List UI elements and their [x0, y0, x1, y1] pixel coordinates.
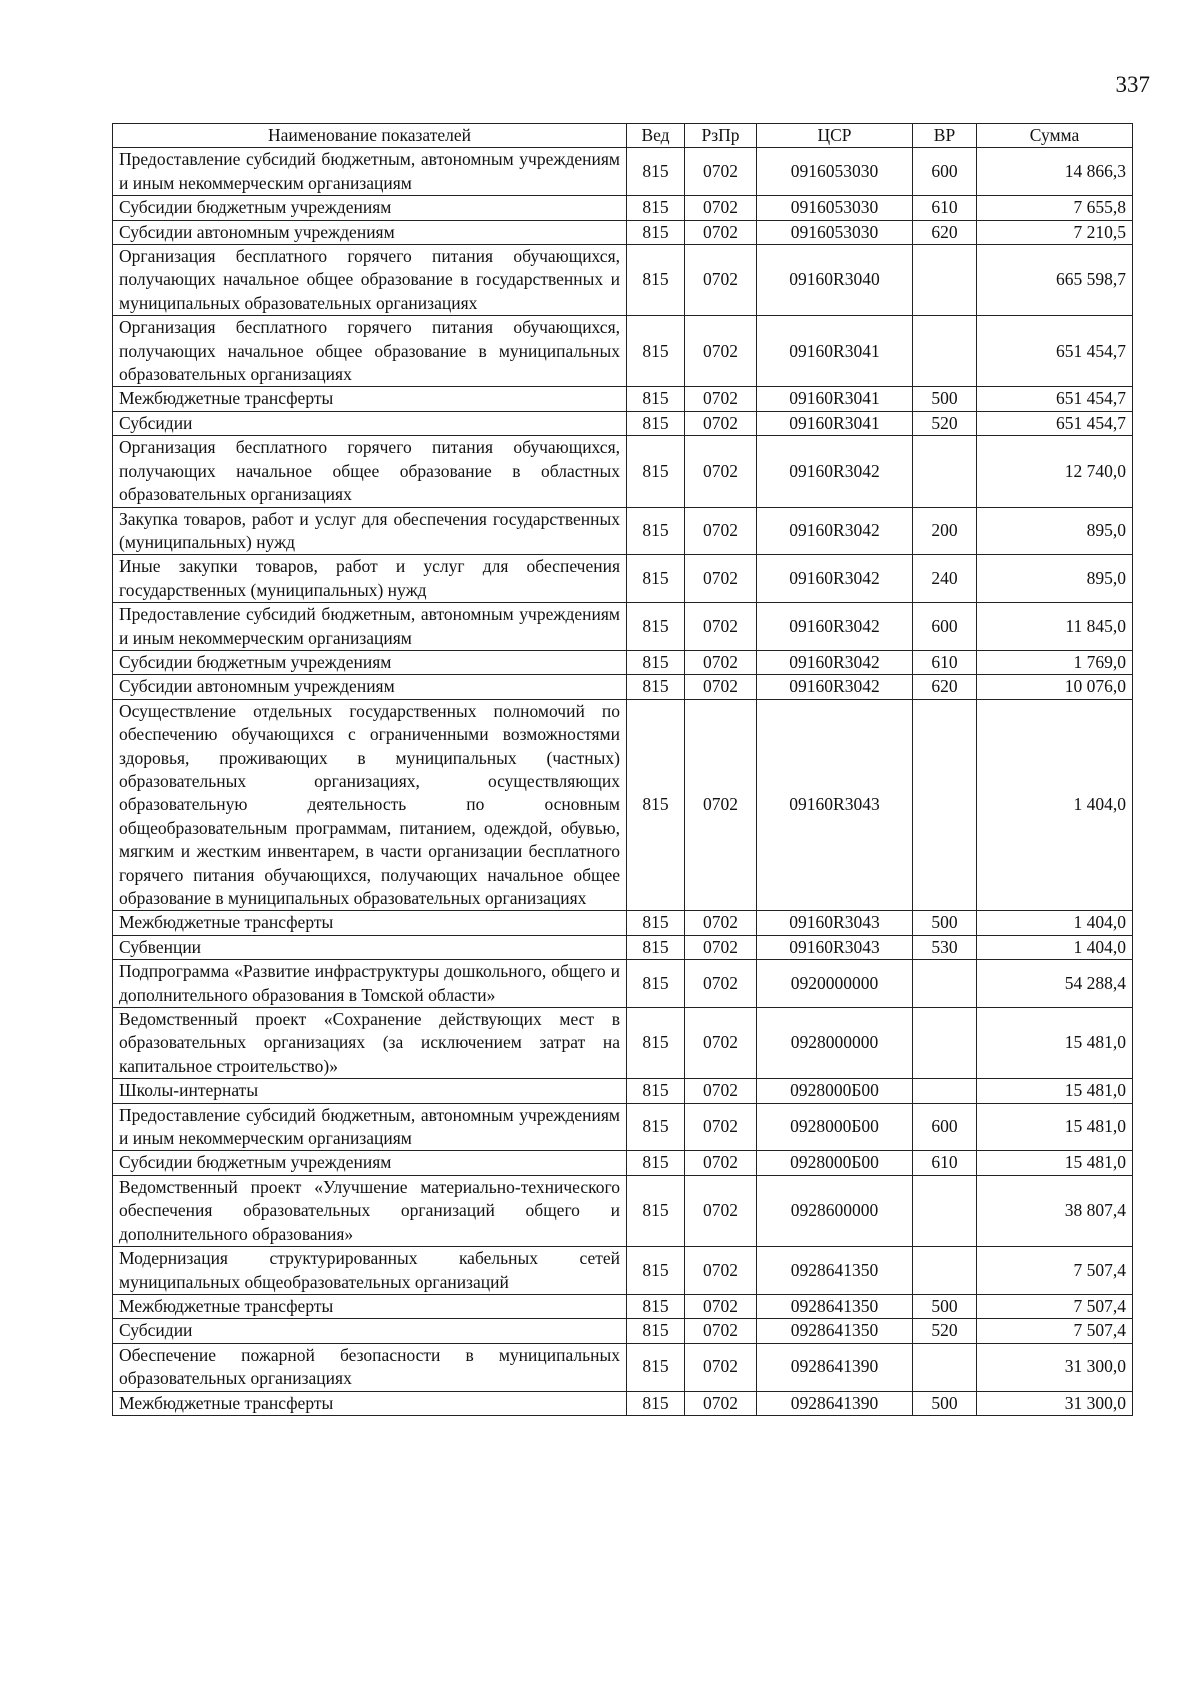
cell-rzpr: 0702	[685, 1319, 757, 1343]
table-row	[113, 1079, 1133, 1103]
cell-sum: 11 845,0	[977, 603, 1133, 651]
cell-csr: 0928000Б00	[757, 1151, 913, 1175]
cell-rzpr: 0702	[685, 436, 757, 507]
cell-rzpr: 0702	[685, 387, 757, 411]
cell-ved: 815	[627, 1079, 685, 1103]
cell-rzpr: 0702	[685, 507, 757, 555]
table-row	[113, 507, 1133, 555]
cell-rzpr: 0702	[685, 911, 757, 935]
cell-name: Субвенции	[113, 935, 627, 959]
cell-vr	[913, 436, 977, 507]
table-row	[113, 196, 1133, 220]
header-rzpr: РзПр	[685, 124, 757, 148]
cell-vr	[913, 960, 977, 1008]
cell-sum: 38 807,4	[977, 1175, 1133, 1246]
cell-csr: 09160R3040	[757, 245, 913, 316]
cell-vr	[913, 699, 977, 911]
table-header-row	[113, 124, 1133, 148]
cell-rzpr: 0702	[685, 196, 757, 220]
table-row	[113, 436, 1133, 507]
cell-sum: 1 769,0	[977, 650, 1133, 674]
cell-csr: 0928600000	[757, 1175, 913, 1246]
header-ved: Вед	[627, 124, 685, 148]
cell-csr: 09160R3043	[757, 699, 913, 911]
cell-csr: 09160R3042	[757, 675, 913, 699]
table-row	[113, 911, 1133, 935]
table-row	[113, 245, 1133, 316]
cell-csr: 0916053030	[757, 148, 913, 196]
cell-ved: 815	[627, 316, 685, 387]
cell-rzpr: 0702	[685, 1151, 757, 1175]
cell-vr: 600	[913, 603, 977, 651]
cell-rzpr: 0702	[685, 1103, 757, 1151]
budget-table	[112, 123, 1133, 1416]
cell-ved: 815	[627, 1319, 685, 1343]
cell-name: Иные закупки товаров, работ и услуг для обеспечения государственных (муниципальных) нужд	[113, 555, 627, 603]
cell-csr: 0928641350	[757, 1294, 913, 1318]
cell-vr: 500	[913, 1294, 977, 1318]
cell-sum: 665 598,7	[977, 245, 1133, 316]
cell-ved: 815	[627, 148, 685, 196]
cell-name: Ведомственный проект «Сохранение действующих мест в образовательных организациях (за исключением затрат на капитальное строительство)»	[113, 1008, 627, 1079]
header-sum: Сумма	[977, 124, 1133, 148]
cell-name: Организация бесплатного горячего питания обучающихся, получающих начальное общее образование в государственных и муниципальных образовательных организациях	[113, 245, 627, 316]
cell-sum: 15 481,0	[977, 1103, 1133, 1151]
table-row	[113, 1343, 1133, 1391]
cell-vr: 620	[913, 675, 977, 699]
cell-rzpr: 0702	[685, 960, 757, 1008]
cell-ved: 815	[627, 1294, 685, 1318]
cell-name: Предоставление субсидий бюджетным, автономным учреждениям и иным некоммерческим организациям	[113, 603, 627, 651]
cell-csr: 0916053030	[757, 220, 913, 244]
table-row	[113, 1175, 1133, 1246]
cell-vr: 530	[913, 935, 977, 959]
cell-name: Межбюджетные трансферты	[113, 1391, 627, 1415]
cell-vr	[913, 1343, 977, 1391]
cell-vr: 600	[913, 148, 977, 196]
cell-rzpr: 0702	[685, 1008, 757, 1079]
cell-ved: 815	[627, 555, 685, 603]
cell-sum: 895,0	[977, 507, 1133, 555]
table-row	[113, 1103, 1133, 1151]
cell-sum: 54 288,4	[977, 960, 1133, 1008]
cell-rzpr: 0702	[685, 1079, 757, 1103]
cell-rzpr: 0702	[685, 1294, 757, 1318]
cell-sum: 651 454,7	[977, 316, 1133, 387]
cell-vr: 520	[913, 1319, 977, 1343]
table-body	[113, 148, 1133, 1416]
cell-rzpr: 0702	[685, 245, 757, 316]
cell-csr: 09160R3042	[757, 555, 913, 603]
cell-csr: 09160R3042	[757, 436, 913, 507]
cell-ved: 815	[627, 1151, 685, 1175]
table-row	[113, 699, 1133, 911]
cell-name: Субсидии	[113, 1319, 627, 1343]
cell-vr: 610	[913, 650, 977, 674]
table-row	[113, 1319, 1133, 1343]
table-row	[113, 387, 1133, 411]
cell-sum: 1 404,0	[977, 935, 1133, 959]
cell-rzpr: 0702	[685, 1343, 757, 1391]
cell-ved: 815	[627, 1343, 685, 1391]
table-row	[113, 603, 1133, 651]
cell-csr: 09160R3041	[757, 411, 913, 435]
cell-ved: 815	[627, 245, 685, 316]
table-row	[113, 555, 1133, 603]
cell-name: Межбюджетные трансферты	[113, 911, 627, 935]
cell-rzpr: 0702	[685, 1247, 757, 1295]
cell-name: Подпрограмма «Развитие инфраструктуры дошкольного, общего и дополнительного образования в Томской области»	[113, 960, 627, 1008]
cell-sum: 31 300,0	[977, 1391, 1133, 1415]
cell-rzpr: 0702	[685, 555, 757, 603]
cell-csr: 0928641350	[757, 1247, 913, 1295]
page-number: 337	[1115, 72, 1150, 97]
table-row	[113, 1391, 1133, 1415]
table-row	[113, 935, 1133, 959]
cell-name: Межбюджетные трансферты	[113, 1294, 627, 1318]
cell-csr: 0928641390	[757, 1391, 913, 1415]
table-row	[113, 148, 1133, 196]
cell-sum: 15 481,0	[977, 1008, 1133, 1079]
cell-name: Субсидии автономным учреждениям	[113, 220, 627, 244]
cell-vr: 500	[913, 387, 977, 411]
cell-name: Закупка товаров, работ и услуг для обеспечения государственных (муниципальных) нужд	[113, 507, 627, 555]
cell-rzpr: 0702	[685, 1175, 757, 1246]
cell-vr: 240	[913, 555, 977, 603]
header-name: Наименование показателей	[113, 124, 627, 148]
cell-csr: 09160R3042	[757, 603, 913, 651]
cell-sum: 15 481,0	[977, 1151, 1133, 1175]
cell-vr: 500	[913, 1391, 977, 1415]
cell-vr: 610	[913, 196, 977, 220]
cell-rzpr: 0702	[685, 699, 757, 911]
cell-vr: 600	[913, 1103, 977, 1151]
cell-rzpr: 0702	[685, 603, 757, 651]
cell-sum: 7 507,4	[977, 1319, 1133, 1343]
cell-vr	[913, 316, 977, 387]
header-csr: ЦСР	[757, 124, 913, 148]
cell-rzpr: 0702	[685, 220, 757, 244]
cell-sum: 651 454,7	[977, 411, 1133, 435]
cell-sum: 895,0	[977, 555, 1133, 603]
cell-sum: 7 655,8	[977, 196, 1133, 220]
cell-name: Межбюджетные трансферты	[113, 387, 627, 411]
cell-ved: 815	[627, 603, 685, 651]
cell-vr	[913, 245, 977, 316]
cell-name: Организация бесплатного горячего питания обучающихся, получающих начальное общее образование в муниципальных образовательных организациях	[113, 316, 627, 387]
table-row	[113, 960, 1133, 1008]
cell-sum: 1 404,0	[977, 911, 1133, 935]
cell-name: Субсидии автономным учреждениям	[113, 675, 627, 699]
cell-rzpr: 0702	[685, 1391, 757, 1415]
cell-sum: 10 076,0	[977, 675, 1133, 699]
cell-csr: 09160R3041	[757, 387, 913, 411]
cell-name: Ведомственный проект «Улучшение материально-технического обеспечения образовательных организаций общего и дополнительного образования»	[113, 1175, 627, 1246]
cell-ved: 815	[627, 196, 685, 220]
table-row	[113, 411, 1133, 435]
table-row	[113, 220, 1133, 244]
cell-name: Предоставление субсидий бюджетным, автономным учреждениям и иным некоммерческим организациям	[113, 148, 627, 196]
cell-csr: 0928641350	[757, 1319, 913, 1343]
cell-csr: 0928000Б00	[757, 1079, 913, 1103]
cell-ved: 815	[627, 699, 685, 911]
table-row	[113, 316, 1133, 387]
cell-csr: 0928000000	[757, 1008, 913, 1079]
cell-ved: 815	[627, 1008, 685, 1079]
table-row	[113, 1247, 1133, 1295]
cell-rzpr: 0702	[685, 935, 757, 959]
table-row	[113, 675, 1133, 699]
cell-sum: 7 210,5	[977, 220, 1133, 244]
cell-csr: 0916053030	[757, 196, 913, 220]
cell-rzpr: 0702	[685, 675, 757, 699]
cell-ved: 815	[627, 935, 685, 959]
cell-vr	[913, 1079, 977, 1103]
cell-ved: 815	[627, 1391, 685, 1415]
header-vr: ВР	[913, 124, 977, 148]
cell-rzpr: 0702	[685, 650, 757, 674]
cell-vr: 620	[913, 220, 977, 244]
cell-ved: 815	[627, 411, 685, 435]
cell-name: Субсидии бюджетным учреждениям	[113, 196, 627, 220]
cell-vr: 520	[913, 411, 977, 435]
cell-name: Субсидии бюджетным учреждениям	[113, 650, 627, 674]
cell-name: Школы-интернаты	[113, 1079, 627, 1103]
cell-name: Организация бесплатного горячего питания обучающихся, получающих начальное общее образование в областных образовательных организациях	[113, 436, 627, 507]
cell-rzpr: 0702	[685, 316, 757, 387]
cell-vr: 200	[913, 507, 977, 555]
cell-sum: 14 866,3	[977, 148, 1133, 196]
cell-ved: 815	[627, 436, 685, 507]
cell-ved: 815	[627, 1175, 685, 1246]
table-row	[113, 1008, 1133, 1079]
cell-name: Осуществление отдельных государственных полномочий по обеспечению обучающихся с ограниченными возможностями здоровья, проживающих в муниципальных (частных) образовательных организациях, осуществляющих образовательную деятельность по основным общеобразовательным программам, питанием, одеждой, обувью, мягким и жестким инвентарем, в части организации бесплатного горячего питания обучающихся, получающих начальное общее образование в муниципальных образовательных организациях	[113, 699, 627, 911]
cell-vr: 500	[913, 911, 977, 935]
cell-ved: 815	[627, 220, 685, 244]
cell-vr	[913, 1008, 977, 1079]
cell-name: Субсидии бюджетным учреждениям	[113, 1151, 627, 1175]
cell-sum: 1 404,0	[977, 699, 1133, 911]
cell-name: Предоставление субсидий бюджетным, автономным учреждениям и иным некоммерческим организациям	[113, 1103, 627, 1151]
cell-rzpr: 0702	[685, 411, 757, 435]
cell-ved: 815	[627, 507, 685, 555]
cell-ved: 815	[627, 675, 685, 699]
cell-sum: 651 454,7	[977, 387, 1133, 411]
cell-csr: 09160R3041	[757, 316, 913, 387]
cell-sum: 7 507,4	[977, 1294, 1133, 1318]
cell-name: Модернизация структурированных кабельных сетей муниципальных общеобразовательных организаций	[113, 1247, 627, 1295]
cell-name: Субсидии	[113, 411, 627, 435]
cell-name: Обеспечение пожарной безопасности в муниципальных образовательных организациях	[113, 1343, 627, 1391]
cell-ved: 815	[627, 387, 685, 411]
cell-ved: 815	[627, 911, 685, 935]
cell-ved: 815	[627, 650, 685, 674]
cell-rzpr: 0702	[685, 148, 757, 196]
cell-csr: 0928641390	[757, 1343, 913, 1391]
cell-sum: 7 507,4	[977, 1247, 1133, 1295]
cell-ved: 815	[627, 1103, 685, 1151]
cell-sum: 15 481,0	[977, 1079, 1133, 1103]
cell-csr: 09160R3043	[757, 935, 913, 959]
cell-csr: 09160R3043	[757, 911, 913, 935]
cell-vr	[913, 1175, 977, 1246]
cell-csr: 09160R3042	[757, 650, 913, 674]
cell-ved: 815	[627, 1247, 685, 1295]
cell-vr	[913, 1247, 977, 1295]
cell-csr: 0920000000	[757, 960, 913, 1008]
table-row	[113, 1294, 1133, 1318]
table-row	[113, 650, 1133, 674]
cell-sum: 12 740,0	[977, 436, 1133, 507]
cell-csr: 0928000Б00	[757, 1103, 913, 1151]
table-row	[113, 1151, 1133, 1175]
cell-sum: 31 300,0	[977, 1343, 1133, 1391]
cell-vr: 610	[913, 1151, 977, 1175]
cell-csr: 09160R3042	[757, 507, 913, 555]
cell-ved: 815	[627, 960, 685, 1008]
